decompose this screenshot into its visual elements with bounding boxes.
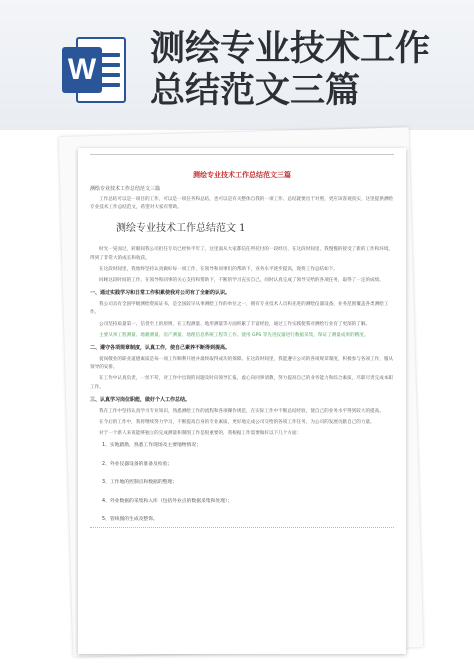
body-paragraph: 回顾这段时间的工作，在领导和同事的关心支持和帮助下，不断的学习充实自己，同时认真完成了领导交给的各项任务，取得了一定的成绩。	[99, 278, 384, 284]
body-paragraph: 在这段时间里，我始终坚持认真做好每一项工作，在领导和同事们的帮助下，业务水平逐步提高，现将工作总结如下。	[99, 266, 338, 272]
page-title	[150, 28, 460, 112]
list-item: 1、实地踏勘，熟悉工作现场及主要地物情况；	[102, 443, 201, 449]
section-heading-1: 测绘专业技术工作总结范文 1	[116, 223, 246, 235]
section-title-1: 一、通过实践学习和日常工作积累使我对公司有了全新的认识。	[90, 290, 231, 297]
header-banner	[0, 0, 474, 130]
list-item: 3、工作地的控制点和数据的整理；	[102, 480, 178, 486]
list-intro: 对于一个新人来说能够独立的完成测量和制图工作是很重要的，我根据工作需要做好以下几个方面：	[99, 431, 302, 437]
list-item: 2、外业仪器设备的准备及检验；	[102, 461, 173, 467]
top-divider	[90, 154, 394, 155]
dotted-divider	[90, 527, 394, 529]
body-paragraph: 公司坚持质量第一、信誉至上的原则，在工程测量、地形测量等方面积累了丰富经验，通过工作实践使我对测绘行业有了更深的了解。	[99, 321, 371, 327]
body-paragraph: 在今后的工作中，我将继续努力学习，不断提高自身的专业素质，更好地完成公司交给的各项工作任务，为公司的发展贡献自己的力量。	[99, 420, 375, 426]
doc-sub-label: 测绘专业技术工作总结范文三篇	[90, 186, 161, 192]
intro-paragraph: 工作总结可以是一项目的工作，可以是一项任务和总结，也可以是有关整体自我的一项工作、总结就要出于对照，更应该客观真实，这里提供测绘专业技术工作总结范文，希望对大家有帮助。	[90, 197, 394, 211]
section-title-2: 二、遵守各项规章制度，认真工作，使自己素养不断得到提高。	[90, 345, 231, 352]
title-line-1: 测绘专业技术工作	[150, 29, 431, 69]
word-document-icon	[62, 37, 128, 103]
list-item: 5、管线图的生成及整饰。	[102, 517, 158, 523]
title-line-2: 总结范文三篇	[150, 71, 361, 111]
body-paragraph: 我在工作中坚持认真学习专业知识，熟悉测绘工作的流程和各项操作规范，在实际工作中不断总结经验，使自己的业务水平得到较大的提高。	[99, 408, 384, 414]
list-item: 4、外业数据的采集和入库（包括外业点的数据采集和处理）；	[102, 498, 233, 504]
document-preview	[78, 148, 406, 654]
body-paragraph: 时光一晃而过，转眼间我公司担任专员已经快半年了。这里面从大家都信任所托付的一段经历，在这段时间里，我慢慢的接受了新的工作和环境，得到了非常大的成长和收获。	[90, 247, 394, 261]
doc-red-title: 测绘专业技术工作总结范文三篇	[193, 171, 291, 179]
body-paragraph: 我公司具有全国甲级测绘资质证书，是全国较早从事测绘工作的单位之一，拥有专业技术人员和先进的测绘仪器设备，业务范围覆盖各类测绘工作。	[90, 302, 389, 316]
highlight-paragraph: 主要从事工程测量、地籍测量、房产测量、地理信息系统工程等工作。使用 GPS 等先进仪器进行数据采集，保证了测量成果的精度。	[99, 332, 369, 338]
body-paragraph: 爱岗敬业的职业道德素质是每一项工作顺利开展并最终取得成功的保障。在这段时间里，我能遵守公司的各项规章制度，积极参与各项工作，服从领导的安排。	[90, 357, 394, 371]
body-paragraph: 在工作中认真负责，一丝不苟，对工作中出现的问题及时向领导汇报，虚心向同事请教，努力提高自己的业务能力和综合素质，尽职尽责完成本职工作。	[90, 376, 394, 390]
word-logo-badge: W	[62, 47, 102, 93]
section-title-3: 三、认真学习岗位职能，做好个人工作总结。	[90, 396, 191, 403]
